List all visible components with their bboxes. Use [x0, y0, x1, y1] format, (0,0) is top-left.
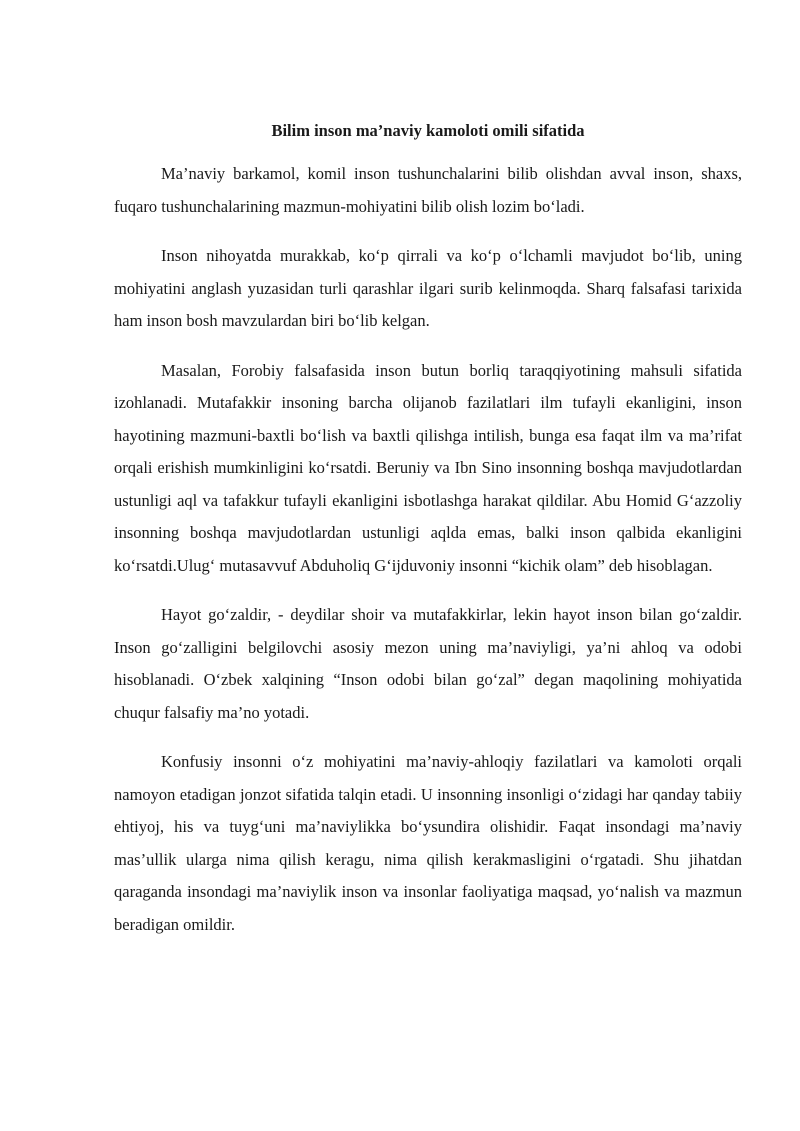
document-page	[114, 118, 742, 958]
paragraph-3: Masalan, Forobiy falsafasida inson butun borliq taraqqiyotining mahsuli sifatida izohlanadi. Mutafakkir insoning barcha olijanob fazilatlari ilm tufayli ekanligini, inson hayotining mazmuni-baxtli bo‘lish va baxtli qilishga intilish, bunga esa faqat ilm va ma’rifat orqali erishish mumkinligini ko‘rsatdi. Beruniy va Ibn Sino insonning boshqa mavjudotlardan ustunligi aql va tafakkur tufayli ekanligini isbotlashga harakat qildilar. Abu Homid G‘azzoliy insonning boshqa mavjudotlardan ustunligi aqlda emas, balki inson qalbida ekanligini ko‘rsatdi.Ulug‘ mutasavvuf Abduholiq G‘ijduvoniy insonni “kichik olam” deb hisoblagan.	[114, 360, 742, 575]
paragraph-5: Konfusiy insonni o‘z mohiyatini ma’naviy-ahloqiy fazilatlari va kamoloti orqali namoyon etadigan jonzot sifatida talqin etadi. U insonning insonligi o‘zidagi har qanday tabiiy ehtiyoj, his va tuyg‘uni ma’naviylikka bo‘ysundira olishidir. Faqat insondagi ma’naviy mas’ullik ularga nima qilish keragu, nima qilish kerakmasligini o‘rgatadi. Shu jihatdan qaraganda insondagi ma’naviylik inson va insonlar faoliyatiga maqsad, yo‘nalish va mazmun beradigan omildir.	[114, 752, 742, 934]
paragraph-2: Inson nihoyatda murakkab, ko‘p qirrali va ko‘p o‘lchamli mavjudot bo‘lib, uning mohiyatini anglash yuzasidan turli qarashlar ilgari surib kelinmoqda. Sharq falsafasi tarixida ham inson bosh mavzulardan biri bo‘lib kelgan.	[114, 246, 742, 330]
paragraph-4: Hayot go‘zaldir, - deydilar shoir va mutafakkirlar, lekin hayot inson bilan go‘zaldir. Inson go‘zalligini belgilovchi asosiy mezon uning ma’naviyligi, ya’ni ahloq va odobi hisoblanadi. O‘zbek xalqining “Inson odobi bilan go‘zal” degan maqolining mohiyatida chuqur falsafiy ma’no yotadi.	[114, 605, 742, 722]
paragraph-1: Ma’naviy barkamol, komil inson tushunchalarini bilib olishdan avval inson, shaxs, fuqaro tushunchalarining mazmun-mohiyatini bilib olish lozim bo‘ladi.	[114, 164, 742, 216]
document-title: Bilim inson ma’naviy kamoloti omili sifatida	[271, 121, 585, 140]
